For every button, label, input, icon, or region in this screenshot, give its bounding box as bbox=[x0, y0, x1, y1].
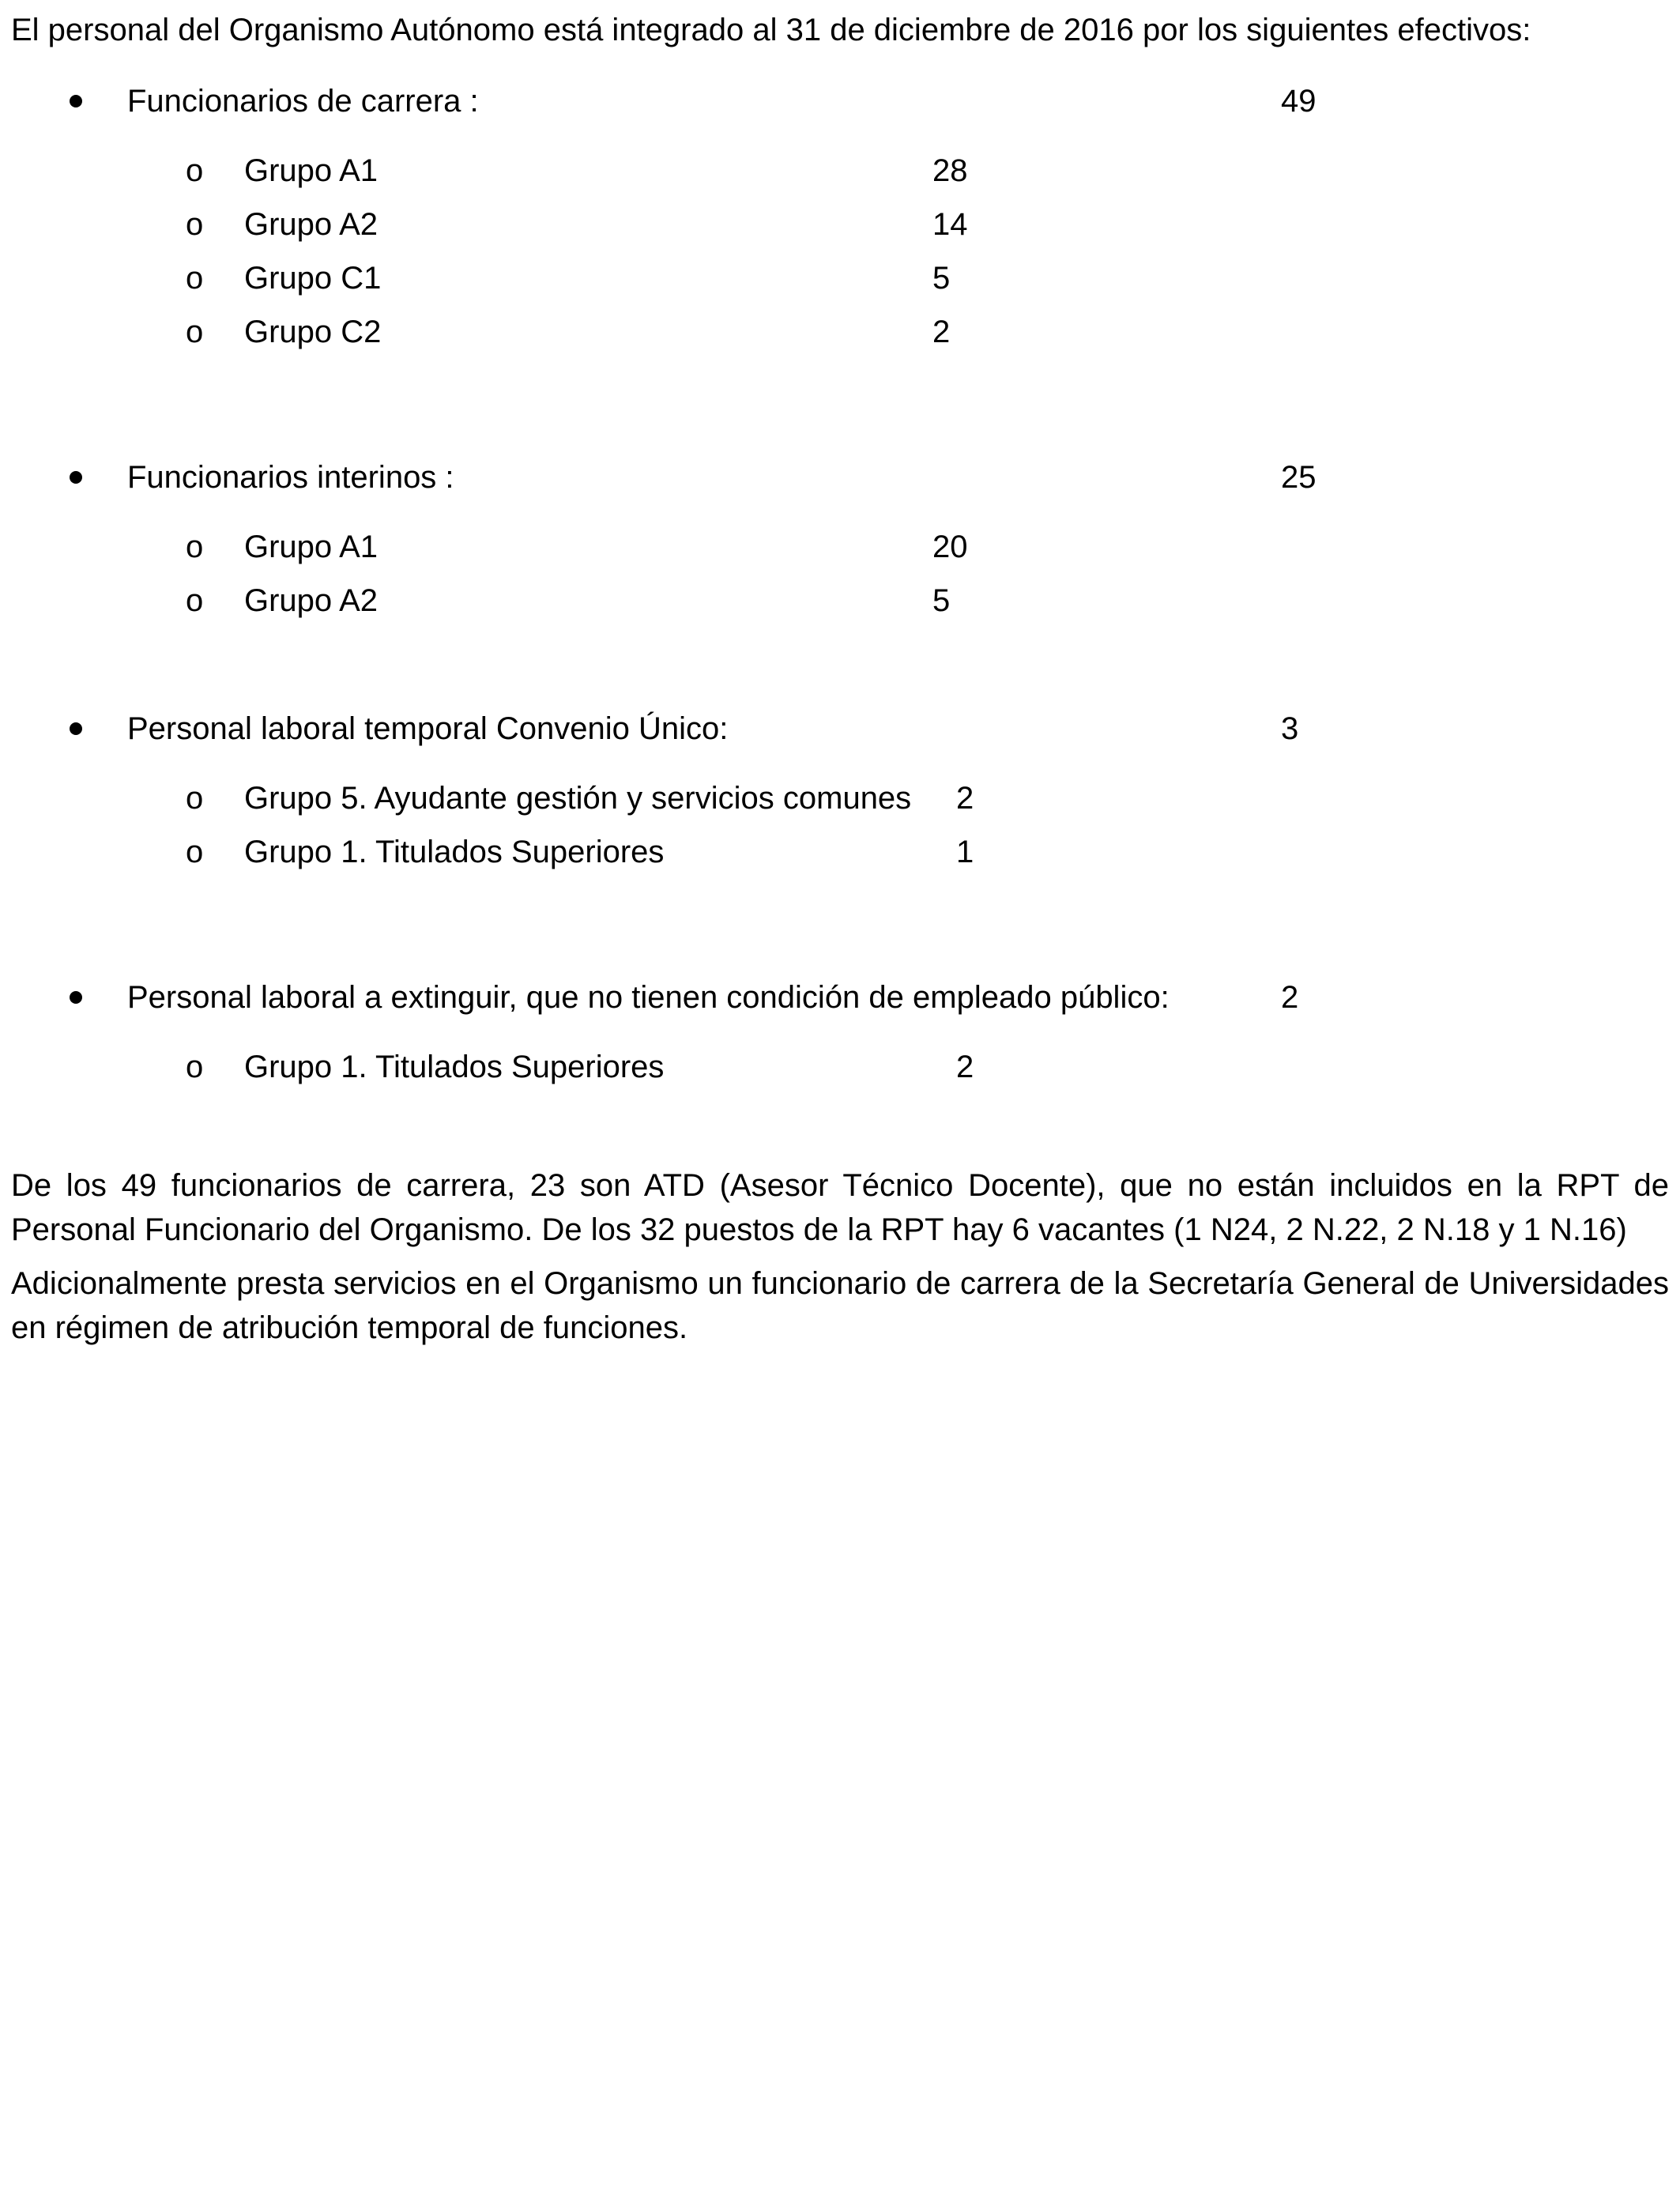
item-label: Grupo A1 bbox=[244, 530, 379, 564]
item-label: Grupo 5. Ayudante gestión y servicios comunes bbox=[244, 781, 912, 816]
section-total: 2 bbox=[1281, 980, 1299, 1015]
item-label: Grupo C1 bbox=[244, 261, 382, 296]
bullet-marker bbox=[70, 471, 82, 484]
section-total: 49 bbox=[1281, 84, 1317, 119]
sub-bullet-marker: o bbox=[186, 530, 204, 564]
sub-bullet-marker: o bbox=[186, 835, 204, 869]
sub-bullet-marker: o bbox=[186, 315, 204, 349]
bullet-marker bbox=[70, 722, 82, 735]
item-value: 2 bbox=[932, 315, 951, 349]
section-label: Personal laboral temporal Convenio Único: bbox=[127, 711, 729, 746]
item-value: 1 bbox=[956, 835, 974, 869]
section-label: Funcionarios interinos : bbox=[127, 460, 454, 495]
item-value: 14 bbox=[932, 207, 968, 242]
section-total: 25 bbox=[1281, 460, 1317, 495]
paragraph-additional: Adicionalmente presta servicios en el Organismo un funcionario de carrera de la Secretaría General de Universidades en régimen de atribución temporal de funciones. bbox=[11, 1266, 1669, 1345]
item-value: 28 bbox=[932, 153, 968, 188]
sub-bullet-marker: o bbox=[186, 1050, 204, 1084]
section-label: Funcionarios de carrera : bbox=[127, 84, 479, 119]
item-value: 20 bbox=[932, 530, 968, 564]
sub-bullet-marker: o bbox=[186, 781, 204, 816]
bullet-marker bbox=[70, 95, 82, 107]
item-label: Grupo A2 bbox=[244, 583, 379, 618]
paragraph-atd: De los 49 funcionarios de carrera, 23 son ATD (Asesor Técnico Docente), que no están incluidos en la RPT de Personal Funcionario del Organismo. De los 32 puestos de la RPT hay 6 vacantes (1 N24, 2 N.22, 2 N.18 y 1 N.16) bbox=[11, 1168, 1669, 1247]
intro-text: El personal del Organismo Autónomo está integrado al 31 de diciembre de 2016 por los siguientes efectivos: bbox=[11, 13, 1531, 47]
item-label: Grupo 1. Titulados Superiores bbox=[244, 1050, 665, 1084]
sub-bullet-marker: o bbox=[186, 153, 204, 188]
item-label: Grupo A1 bbox=[244, 153, 379, 188]
item-label: Grupo 1. Titulados Superiores bbox=[244, 835, 665, 869]
sub-bullet-marker: o bbox=[186, 207, 204, 242]
section-label: Personal laboral a extinguir, que no tienen condición de empleado público: bbox=[127, 980, 1170, 1015]
item-label: Grupo C2 bbox=[244, 315, 382, 349]
bullet-marker bbox=[70, 991, 82, 1004]
item-value: 5 bbox=[932, 583, 951, 618]
item-value: 5 bbox=[932, 261, 951, 296]
sub-bullet-marker: o bbox=[186, 261, 204, 296]
section-total: 3 bbox=[1281, 711, 1299, 746]
item-value: 2 bbox=[956, 1050, 974, 1084]
sub-bullet-marker: o bbox=[186, 583, 204, 618]
item-value: 2 bbox=[956, 781, 974, 816]
item-label: Grupo A2 bbox=[244, 207, 379, 242]
